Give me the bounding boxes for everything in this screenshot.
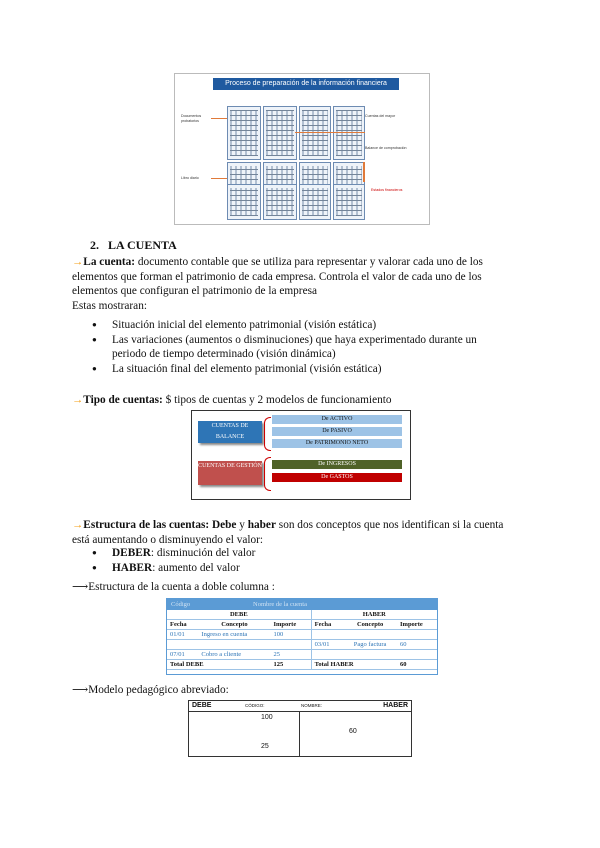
bullet-list-2 [92,546,492,575]
column-header: Fecha [167,620,198,630]
definition-paragraph [72,255,532,313]
section-number: 2. [90,238,99,252]
patrimonio-box: De PATRIMONIO NETO [272,439,402,448]
ledger-block [299,184,331,220]
connector-line [295,132,365,133]
list-item: ● La situación final del elemento patrimonial (visión estática) [92,362,532,377]
estructura-line2: está aumentando o disminuyendo el valor: [72,533,264,546]
account-types-figure [191,410,411,500]
ledger-block [227,106,261,160]
brace-left [264,417,271,451]
estructura-and: y [236,519,248,531]
ledger-block [333,184,365,220]
list-item: ● HABER: aumento del valor [92,561,492,576]
figure-note-red: Estados financieros [371,188,403,192]
brace-left [264,457,271,491]
column-header: Importe [397,620,437,630]
ledger-block [333,106,365,160]
modelo-label: ⟶Modelo pedagógico abreviado: [72,684,229,696]
figure-note-left-2: Libro diario [181,176,199,180]
account-table [167,610,437,670]
arrow-icon: → [72,519,84,531]
estructura-haber: haber [247,519,276,531]
ped-value-100: 100 [261,714,273,721]
arrow-icon: → [72,394,84,406]
definition-term: La cuenta: [83,256,136,268]
account-name-label: Nombre de la cuenta [253,601,307,608]
ledger-block [263,184,297,220]
totals-row: Total DEBE 125 Total HABER 60 [167,660,437,670]
ped-haber: HABER [383,702,408,709]
gastos-box: De GASTOS [272,473,402,482]
table-row: 07/01 Cobro a cliente 25 [167,650,437,660]
table-row: 03/01 Pago factura 60 [167,640,437,650]
list-item: ● DEBER: disminución del valor [92,546,492,561]
connector-line [363,162,365,182]
ped-value-60: 60 [349,728,357,735]
column-header: Fecha [311,620,343,630]
column-header: Concepto [343,620,397,630]
ledger-block [299,106,331,160]
table-row: 01/01 Ingreso en cuenta 100 [167,630,437,640]
section-heading [90,238,177,253]
code-label: Código [171,601,191,608]
tipos-term: Tipo de cuentas: [83,394,163,406]
definition-line1: documento contable que se utiliza para representar y valorar cada uno de los [135,256,483,268]
ped-header [189,701,411,712]
estructura-text: son dos conceptos que nos identifican si la cuenta [275,519,504,531]
definition-line2: elementos que forman el patrimonio de cada empresa. Controla el valor de cada uno de los [72,270,482,283]
figure-note-left: Documentos probatorios [181,114,202,123]
tipos-line [72,393,532,408]
ledger-block [263,106,297,160]
double-column-account-figure [166,598,438,675]
list-item-continuation: periodo de tiempo determinado (visión dinámica) [112,348,336,360]
ped-debe: DEBE [192,702,212,709]
estructura-paragraph [72,518,542,547]
column-header: Importe [270,620,311,630]
ped-value-25: 25 [261,743,269,750]
estructura-term: Estructura de las cuentas: Debe [83,519,237,531]
list-item: ● Las variaciones (aumentos o disminuciones) que haya experimentado durante un [92,333,532,348]
figure-note-right-2: Balance de comprobación [365,146,407,150]
activo-box: De ACTIVO [272,415,402,424]
figure-title: Proceso de preparación de la información financiera [213,78,399,90]
financial-process-figure [174,73,430,225]
column-header: Concepto [198,620,270,630]
haber-header: HABER [311,610,437,620]
ped-codigo: CÓDIGO: [245,703,265,708]
balance-box: CUENTAS DE BALANCE [198,421,262,443]
definition-line4: Estas mostraran: [72,299,147,312]
ledger-block [227,184,261,220]
bullet-list-1 [92,318,532,376]
table-title-bar [167,599,437,610]
gestion-box: CUENTAS DE GESTIÓN [198,461,262,485]
section-title: LA CUENTA [108,238,177,252]
pedagogic-account-figure [188,700,412,757]
definition-line3: elementos que configuran el patrimonio de la empresa [72,285,317,297]
debe-header: DEBE [167,610,311,620]
ped-divider [299,711,300,756]
doble-columna-label: ⟶Estructura de la cuenta a doble columna : [72,581,275,593]
tipos-text: $ tipos de cuentas y 2 modelos de funcionamiento [162,394,392,406]
list-item: ● Situación inicial del elemento patrimonial (visión estática) [92,318,532,333]
figure-note-right: Cuentas del mayor [365,114,396,118]
connector-line [211,178,227,179]
pasivo-box: De PASIVO [272,427,402,436]
ped-nombre: NOMBRE: [301,703,323,708]
connector-line [211,118,227,119]
arrow-icon: → [72,256,84,268]
ingresos-box: De INGRESOS [272,460,402,469]
